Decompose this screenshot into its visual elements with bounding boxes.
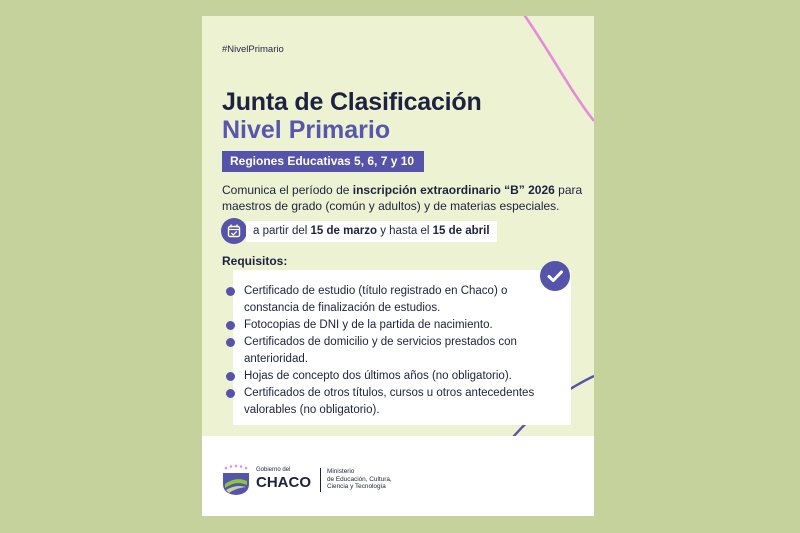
date-text-1: a partir del [253, 225, 311, 237]
list-item: Fotocopias de DNI y de la partida de nacimiento. [244, 317, 564, 334]
requirements-box [233, 270, 571, 425]
regions-badge: Regiones Educativas 5, 6, 7 y 10 [222, 151, 424, 172]
intro-bold: inscripción extraordinario “B” 2026 [352, 183, 555, 197]
check-icon [540, 261, 570, 291]
hashtag: #NivelPrimario [222, 44, 284, 55]
date-start: 15 de marzo [310, 225, 378, 237]
page-subtitle: Nivel Primario [222, 116, 391, 144]
calendar-icon [221, 218, 247, 244]
poster-card [202, 16, 594, 516]
gov-name: CHACO [256, 474, 311, 491]
date-range [246, 221, 497, 242]
ministry-line: Ciencia y Tecnología [327, 483, 386, 491]
divider [320, 468, 321, 492]
gov-label: Gobierno del [256, 467, 291, 473]
intro-part1: Comunica el período de [222, 183, 353, 197]
requirements-list [244, 283, 564, 419]
date-end: 15 de abril [432, 225, 490, 237]
list-item: Certificado de estudio (título registrado en Chaco) o constancia de finalización de estudios. [244, 283, 564, 317]
requirements-title: Requisitos: [222, 254, 288, 268]
intro-text [222, 182, 594, 214]
list-item: Hojas de concepto dos últimos años (no obligatorio). [244, 368, 564, 385]
date-text-2: y hasta el [377, 225, 433, 237]
page-title: Junta de Clasificación [222, 88, 482, 116]
ministry-line: de Educación, Cultura, [327, 475, 392, 483]
footer [202, 436, 594, 516]
ministry-line: Ministerio [327, 468, 355, 475]
chaco-logo-icon [220, 464, 252, 496]
intro-part2: para maestros de grado (común y adultos) y de materias especiales. [222, 183, 583, 213]
ministry-name [327, 468, 417, 491]
list-item: Certificados de domicilio y de servicios prestados con anterioridad. [244, 334, 564, 368]
list-item: Certificados de otros títulos, cursos u otros antecedentes valorables (no obligatorio). [244, 385, 564, 419]
